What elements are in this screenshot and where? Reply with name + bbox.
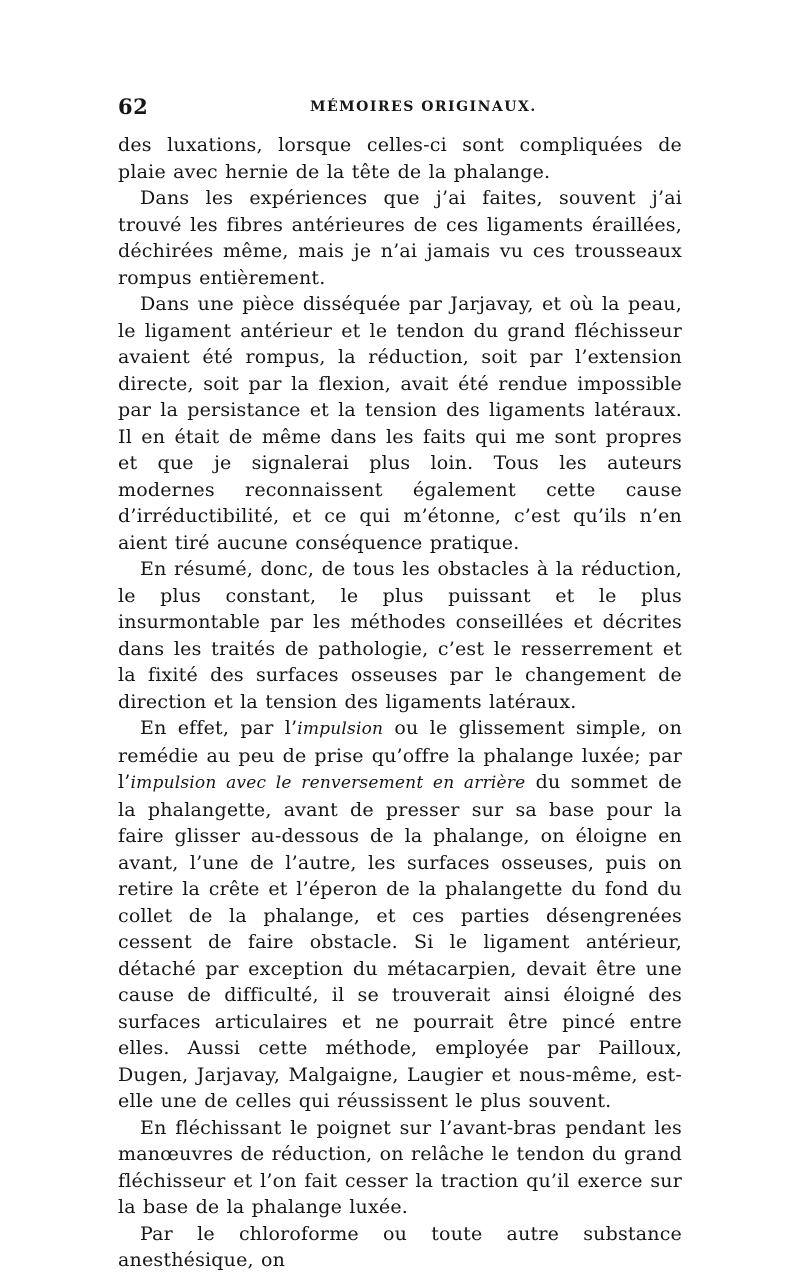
text-segment: En résumé, donc, de tous les obstacles à la réduction, le plus constant, le plus puissant et le plus insurmontable par les méthodes conseillées et décrites dans les traités de pathologie, c’est le resserrement et la fixité des surfaces osseuses par le changement de direction et la tension des ligaments latéraux. bbox=[118, 558, 682, 713]
italic-text: impulsion avec le renversement en arrière bbox=[130, 773, 526, 793]
paragraph bbox=[118, 185, 682, 291]
paragraph bbox=[118, 1115, 682, 1221]
paragraph bbox=[118, 291, 682, 556]
paragraph bbox=[118, 556, 682, 715]
text-segment: ou le glissement simple, on remédie au peu de prise qu’offre la phalange luxée; par l’ bbox=[118, 717, 683, 793]
paragraph bbox=[118, 132, 682, 185]
text-segment: du sommet de la phalangette, avant de presser sur sa base pour la faire glisser au-dessous de la phalange, on éloigne en avant, l’une de l’autre, les surfaces osseuses, puis on retire la crête et l’éperon de la phalangette du fond du collet de la phalange, et ces parties désengrenées cessent de faire obstacle. Si le ligament antérieur, détaché par exception du métacarpien, devait être une cause de difficulté, il se trouverait ainsi éloigné des surfaces articulaires et ne pourrait être pincé entre elles. Aussi cette méthode, employée par Pailloux, Dugen, Jarjavay, Malgaigne, Laugier et nous-même, est-elle une de celles qui réussissent le plus souvent. bbox=[118, 771, 682, 1112]
text-segment: Dans les expériences que j’ai faites, souvent j’ai trouvé les fibres antérieures de ces ligaments éraillées, déchirées même, mais je n’ai jamais vu ces trousseaux rompus entièrement. bbox=[118, 187, 682, 289]
text-segment: Par le chloroforme ou toute autre substance anesthésique, on bbox=[118, 1222, 682, 1271]
text-segment: En effet, par l’ bbox=[140, 717, 298, 739]
text-segment: des luxations, lorsque celles-ci sont compliquées de plaie avec hernie de la tête de la phalange. bbox=[118, 134, 682, 183]
paragraph bbox=[118, 1221, 682, 1274]
text-segment: En fléchissant le poignet sur l’avant-bras pendant les manœuvres de réduction, on relâche le tendon du grand fléchisseur et l’on fait cesser la traction qu’il exerce sur la base de la phalange luxée. bbox=[118, 1116, 682, 1218]
page-number: 62 bbox=[118, 94, 149, 119]
paragraph bbox=[118, 715, 682, 1115]
text-segment: Dans une pièce disséquée par Jarjavay, et où la peau, le ligament antérieur et le tendon du grand fléchisseur avaient été rompus, la réduction, soit par l’extension directe, soit par la flexion, avait été rendue impossible par la persistance et la tension des ligaments latéraux. Il en était de même dans les faits qui me sont propres et que je signalerai plus loin. Tous les auteurs modernes reconnaissent également cette cause d’irréductibilité, et ce qui m’étonne, c’est qu’ils n’en aient tiré aucune conséquence pratique. bbox=[118, 293, 682, 554]
body-text bbox=[118, 132, 682, 1274]
running-head: MÉMOIRES ORIGINAUX. bbox=[310, 99, 537, 115]
page-header bbox=[118, 94, 680, 118]
italic-text: impulsion bbox=[297, 719, 384, 739]
